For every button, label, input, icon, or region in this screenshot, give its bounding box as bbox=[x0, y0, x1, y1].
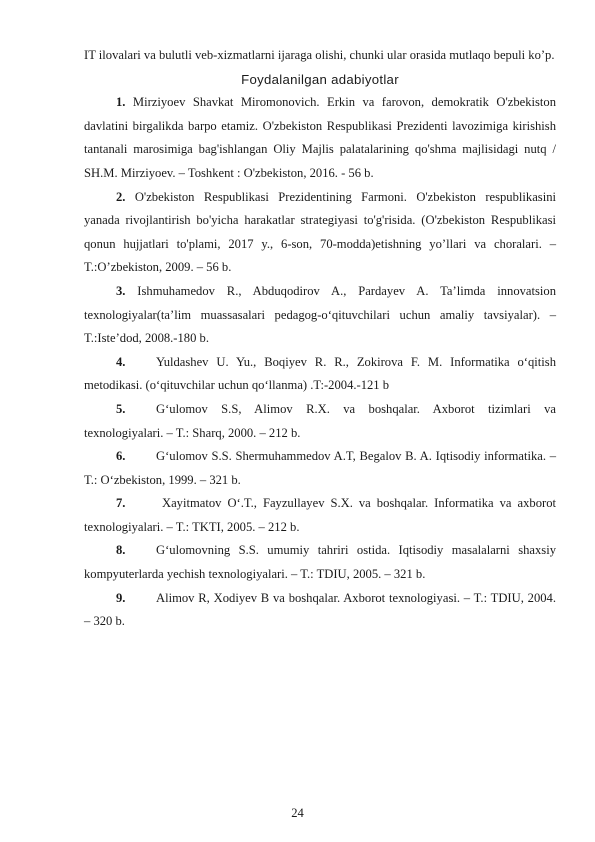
reference-item bbox=[84, 351, 556, 398]
reference-item bbox=[84, 492, 556, 539]
page-number: 24 bbox=[291, 806, 304, 820]
reference-item bbox=[84, 91, 556, 185]
reference-number: 2. bbox=[116, 189, 126, 204]
reference-number: 1. bbox=[116, 95, 126, 110]
reference-item bbox=[84, 398, 556, 445]
reference-text: O'zbekiston Respublikasi Prezidentining Farmoni. O'zbekiston respublikasini yanada rivojlantirish bo'yicha harakatlar strategiyasi to'g'risida. (O'zbekiston Respublikasi qonun hujjatlari to'plami, 2017 y., 6-son, 70-modda)etishning yo’llari va choralari. – T.:O’zbekiston, 2009. – 56 b. bbox=[84, 189, 556, 275]
reference-item bbox=[84, 587, 556, 634]
reference-item bbox=[84, 539, 556, 586]
references-heading: Foydalanilgan adabiyotlar bbox=[241, 71, 399, 87]
reference-text: G‘ulomov S.S. Shermuhammedov A.T, Begalov B. A. Iqtisodiy informatika. – T.: O‘zbekiston, 1999. – 321 b. bbox=[84, 449, 556, 487]
reference-text: Ishmuhamedov R., Abduqodirov A., Pardayev A. Ta’limda innovatsion texnologiyalar(ta’lim muassasalari pedagog-o‘qituvchilari uchun amaliy tavsiyalar). –T.:Iste’dod, 2008.-180 b. bbox=[84, 283, 556, 346]
reference-number: 3. bbox=[116, 283, 126, 298]
reference-text: G‘ulomovning S.S. umumiy tahriri ostida. Iqtisodiy masalalarni shaxsiy kompyuterlarda yechish texnologiyalari. – T.: TDIU, 2005. – 321 b. bbox=[84, 543, 556, 582]
reference-text: Mirziyoev Shavkat Miromonovich. Erkin va farovon, demokratik O'zbekiston davlatini birgalikda barpo etamiz. O'zbekiston Respublikasi Prezidenti lavozimiga kirishish tantanali marosimiga bag'ishlangan Oliy Majlis palatalarining qo'shma majlisidagi nutq / SH.M. Mirziyoev. – Toshkent : O'zbekiston, 2016. - 56 b. bbox=[84, 95, 556, 180]
reference-number: 4. bbox=[116, 354, 126, 369]
reference-item bbox=[84, 186, 556, 280]
reference-text: Alimov R, Xodiyev B va boshqalar. Axborot texnologiyasi. – T.: TDIU, 2004. – 320 b. bbox=[84, 590, 556, 629]
reference-item bbox=[84, 445, 556, 492]
document-page bbox=[84, 44, 556, 634]
reference-text: Xayitmatov O‘.T., Fayzullayev S.X. va boshqalar. Informatika va axborot texnologiyalari. – T.: TKTI, 2005. – 212 b. bbox=[84, 496, 556, 534]
reference-number: 8. bbox=[116, 543, 126, 558]
reference-number: 6. bbox=[116, 449, 126, 464]
reference-text: G‘ulomov S.S, Alimov R.X. va boshqalar. Axborot tizimlari va texnologiyalari. – T.: Sharq, 2000. – 212 b. bbox=[84, 401, 556, 440]
reference-text: Yuldashev U. Yu., Boqiyev R. R., Zokirova F. M. Informatika o‘qitish metodikasi. (o‘qituvchilar uchun qo‘llanma) .T:-2004.-121 b bbox=[84, 354, 556, 393]
intro-paragraph: IT ilovalari va bulutli veb-xizmatlarni ijaraga olishi, chunki ular orasida mutlaqo bepuli ko’p. bbox=[84, 48, 555, 62]
reference-number: 5. bbox=[116, 401, 126, 416]
reference-number: 9. bbox=[116, 590, 126, 605]
reference-item bbox=[84, 280, 556, 351]
reference-number: 7. bbox=[116, 496, 126, 511]
